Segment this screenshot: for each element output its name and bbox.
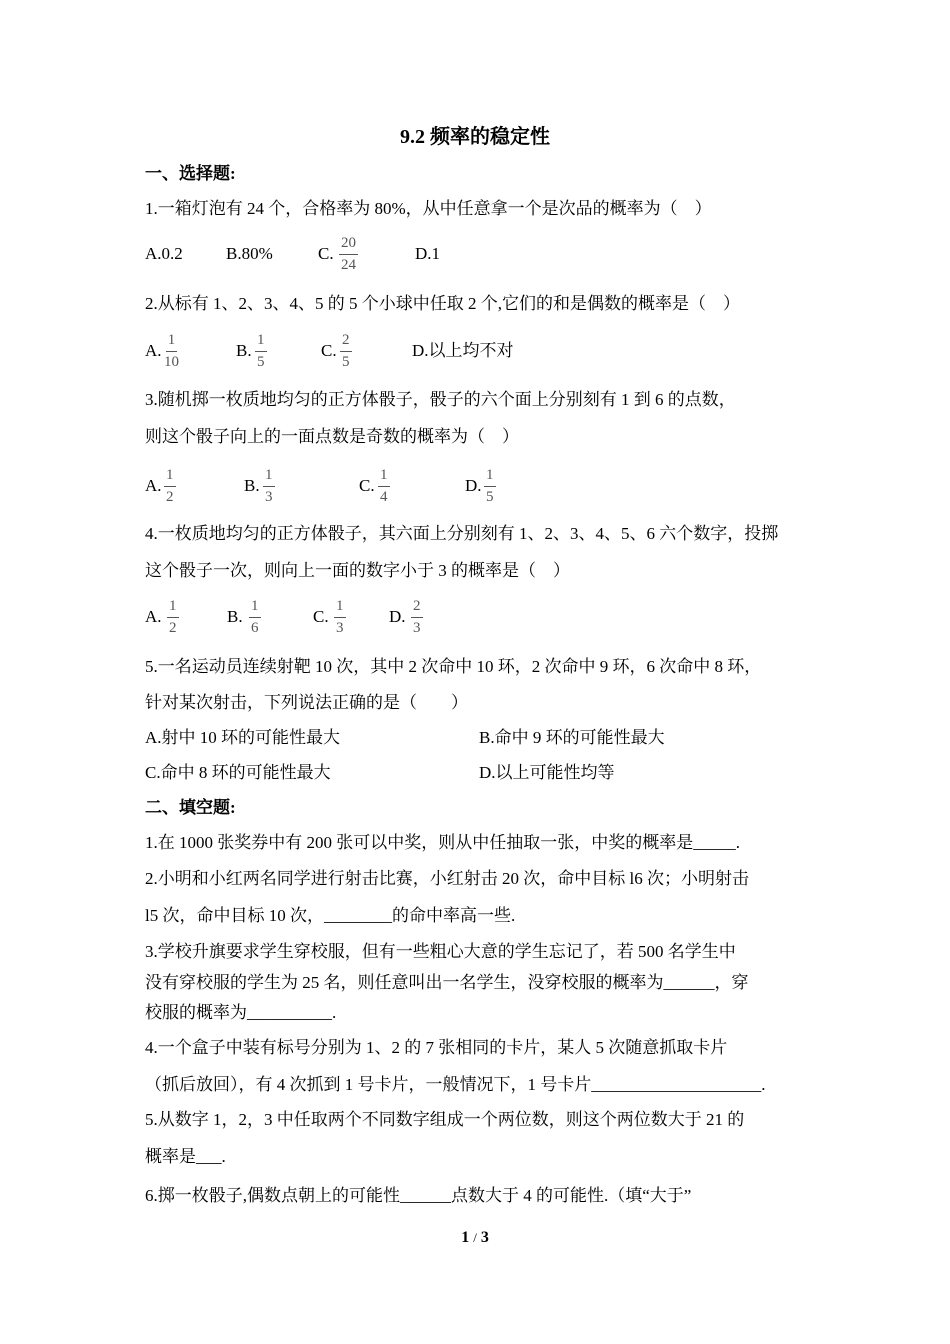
q5-option-a: A.射中 10 环的可能性最大	[145, 728, 341, 747]
fraction-numerator: 1	[167, 598, 179, 618]
fraction-numerator: 1	[263, 467, 275, 487]
fraction-numerator: 1	[249, 598, 261, 618]
question-2-text: 2.从标有 1、2、3、4、5 的 5 个小球中任取 2 个,它们的和是偶数的概率是（ ）	[145, 294, 740, 313]
fraction-denominator: 3	[336, 620, 344, 636]
fraction-numerator: 1	[378, 467, 390, 487]
fraction-numerator: 1	[255, 332, 267, 352]
fill-3-line-3: 校服的概率为__________.	[145, 1003, 337, 1022]
fill-2-line-2: l5 次，命中目标 10 次，________的命中率高一些.	[145, 906, 516, 925]
question-5-line-2: 针对某次射击，下列说法正确的是（ ）	[145, 693, 468, 712]
q3-option-d: D.	[465, 476, 482, 495]
fraction-denominator: 5	[486, 489, 494, 505]
fill-4-line-2: （抓后放回），有 4 次抓到 1 号卡片，一般情况下，1 号卡片____________________.	[145, 1075, 766, 1094]
fill-2-line-1: 2.小明和小红两名同学进行射击比赛，小红射击 20 次，命中目标 l6 次；小明射击	[145, 869, 749, 888]
question-4-line-1: 4.一枚质地均匀的正方体骰子，其六面上分别刻有 1、2、3、4、5、6 六个数字，投掷	[145, 524, 779, 543]
q1-option-a: A.0.2	[145, 244, 183, 263]
q1-option-c-fraction	[339, 235, 358, 274]
fraction-numerator: 2	[411, 598, 423, 618]
question-3-line-1: 3.随机掷一枚质地均匀的正方体骰子，骰子的六个面上分别刻有 1 到 6 的点数，	[145, 390, 736, 409]
q3-option-d-fraction	[484, 467, 496, 506]
q2-option-b-fraction	[255, 332, 267, 371]
q4-option-a-fraction	[167, 598, 179, 637]
q3-option-b-fraction	[263, 467, 275, 506]
fill-6-text: 6.掷一枚骰子,偶数点朝上的可能性______点数大于 4 的可能性.（填“大于”	[145, 1186, 692, 1205]
fraction-denominator: 5	[342, 354, 350, 370]
fill-5-line-2: 概率是___.	[145, 1147, 226, 1166]
fraction-denominator: 2	[169, 620, 177, 636]
question-5-line-1: 5.一名运动员连续射靶 10 次，其中 2 次命中 10 环，2 次命中 9 环，6 次命中 8 环，	[145, 657, 762, 676]
fraction-numerator: 1	[166, 332, 178, 352]
fraction-numerator: 1	[334, 598, 346, 618]
page-current: 1	[461, 1229, 470, 1246]
q2-option-a-fraction	[164, 332, 179, 371]
fill-4-line-1: 4.一个盒子中装有标号分别为 1、2 的 7 张相同的卡片，某人 5 次随意抓取卡片	[145, 1038, 728, 1057]
q3-option-c-fraction	[378, 467, 390, 506]
page-title: 9.2 频率的稳定性	[400, 126, 550, 148]
q4-option-c: C.	[313, 607, 329, 626]
fraction-denominator: 24	[341, 257, 356, 273]
fill-3-line-1: 3.学校升旗要求学生穿校服，但有一些粗心大意的学生忘记了，若 500 名学生中	[145, 942, 736, 961]
page-total: 3	[480, 1229, 489, 1246]
q4-option-b-fraction	[249, 598, 261, 637]
q2-option-a: A.	[145, 341, 162, 360]
fill-5-line-1: 5.从数字 1，2，3 中任取两个不同数字组成一个两位数，则这个两位数大于 21 的	[145, 1110, 745, 1129]
question-3-line-2: 则这个骰子向上的一面点数是奇数的概率为（ ）	[145, 427, 519, 446]
q2-option-c: C.	[321, 341, 337, 360]
q3-option-b: B.	[244, 476, 260, 495]
fraction-numerator: 20	[339, 235, 358, 255]
q1-option-c: C.	[318, 244, 334, 263]
fraction-denominator: 6	[251, 620, 259, 636]
fraction-denominator: 2	[166, 489, 174, 505]
q3-option-a-fraction	[164, 467, 176, 506]
fraction-denominator: 3	[413, 620, 421, 636]
q4-option-d-fraction	[411, 598, 423, 637]
q1-option-b: B.80%	[226, 244, 273, 263]
fraction-denominator: 4	[380, 489, 388, 505]
page-separator: /	[473, 1230, 477, 1245]
fraction-numerator: 1	[484, 467, 496, 487]
q4-option-c-fraction	[334, 598, 346, 637]
fill-1-text: 1.在 1000 张奖券中有 200 张可以中奖，则从中任抽取一张，中奖的概率是_____.	[145, 833, 740, 852]
fraction-denominator: 10	[164, 354, 179, 370]
section-heading-choice: 一、选择题:	[145, 164, 236, 183]
question-4-line-2: 这个骰子一次，则向上一面的数字小于 3 的概率是（ ）	[145, 561, 570, 580]
fraction-denominator: 3	[265, 489, 273, 505]
fraction-numerator: 1	[164, 467, 176, 487]
q5-option-c: C.命中 8 环的可能性最大	[145, 763, 331, 782]
section-heading-fill-in: 二、填空题:	[145, 798, 236, 817]
fraction-numerator: 2	[340, 332, 352, 352]
fill-3-line-2: 没有穿校服的学生为 25 名，则任意叫出一名学生，没穿校服的概率为______，穿	[145, 973, 749, 992]
question-1-text: 1.一箱灯泡有 24 个，合格率为 80%，从中任意拿一个是次品的概率为（ ）	[145, 199, 712, 218]
q3-option-a: A.	[145, 476, 162, 495]
q3-option-c: C.	[359, 476, 375, 495]
q2-option-c-fraction	[340, 332, 352, 371]
q2-option-b: B.	[236, 341, 252, 360]
q2-option-d: D.以上均不对	[412, 341, 514, 360]
q1-option-d: D.1	[415, 244, 441, 263]
q4-option-b: B.	[227, 607, 243, 626]
q4-option-d: D.	[389, 607, 406, 626]
q4-option-a: A.	[145, 607, 162, 626]
page-number	[0, 1229, 950, 1247]
fraction-denominator: 5	[257, 354, 265, 370]
q5-option-b: B.命中 9 环的可能性最大	[479, 728, 665, 747]
q5-option-d: D.以上可能性均等	[479, 763, 615, 782]
